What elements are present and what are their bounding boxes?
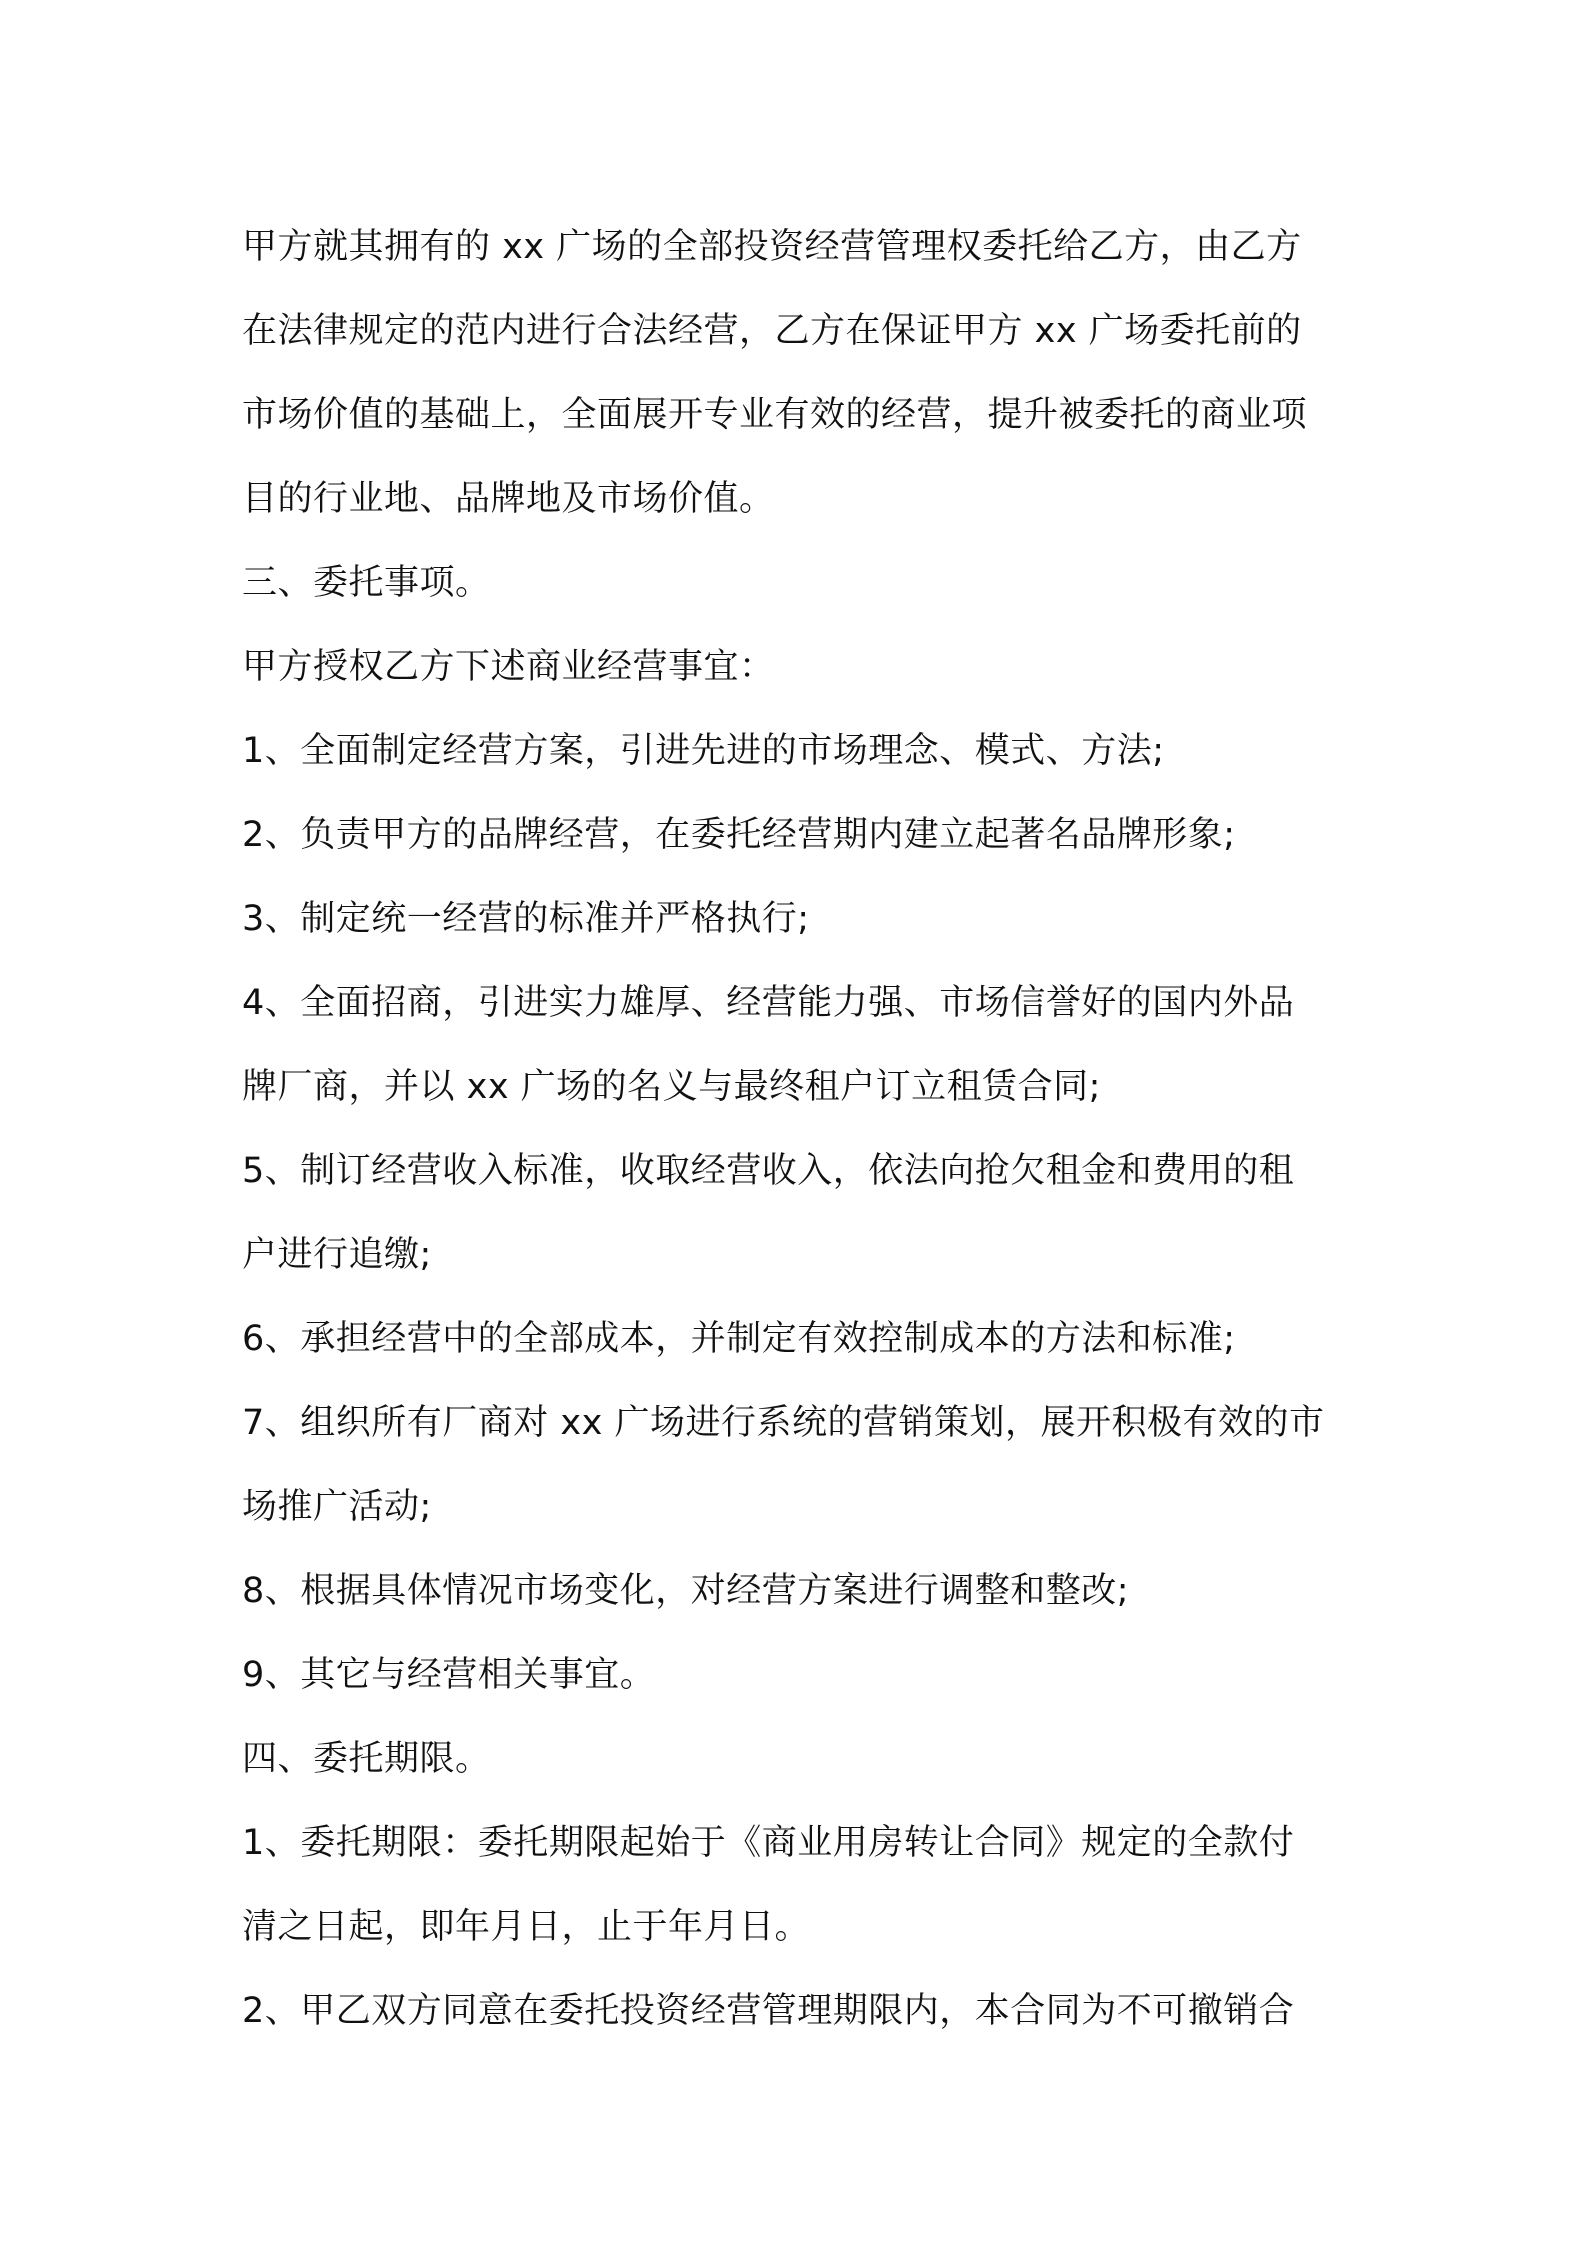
list-item: 5、制订经营收入标准，收取经营收入，依法向抢欠租金和费用的租: [242, 1151, 1295, 1191]
list-item: 2、负责甲方的品牌经营，在委托经营期内建立起著名品牌形象;: [242, 815, 1236, 855]
list-item-continuation: 场推广活动;: [242, 1487, 432, 1527]
list-item: 6、承担经营中的全部成本，并制定有效控制成本的方法和标准;: [242, 1319, 1236, 1359]
list-item-continuation: 清之日起，即年月日，止于年月日。: [242, 1907, 811, 1947]
section-heading: 四、委托期限。: [242, 1739, 491, 1779]
list-item-continuation: 牌厂商，并以 xx 广场的名义与最终租户订立租赁合同;: [242, 1067, 1101, 1107]
text-line: 甲方授权乙方下述商业经营事宜：: [242, 647, 775, 687]
text-line: 在法律规定的范内进行合法经营，乙方在保证甲方 xx 广场委托前的: [242, 311, 1302, 351]
list-item: 1、全面制定经营方案，引进先进的市场理念、模式、方法;: [242, 731, 1165, 771]
text-line: 目的行业地、品牌地及市场价值。: [242, 479, 775, 519]
list-item: 4、全面招商，引进实力雄厚、经营能力强、市场信誉好的国内外品: [242, 983, 1295, 1023]
list-item: 9、其它与经营相关事宜。: [242, 1655, 656, 1695]
list-item: 7、组织所有厂商对 xx 广场进行系统的营销策划，展开积极有效的市: [242, 1403, 1325, 1443]
text-line: 市场价值的基础上，全面展开专业有效的经营，提升被委托的商业项: [242, 395, 1308, 435]
list-item: 1、委托期限：委托期限起始于《商业用房转让合同》规定的全款付: [242, 1823, 1295, 1863]
list-item-continuation: 户进行追缴;: [242, 1235, 432, 1275]
document-body: [242, 205, 1352, 2053]
list-item: 2、甲乙双方同意在委托投资经营管理期限内，本合同为不可撤销合: [242, 1991, 1295, 2031]
section-heading: 三、委托事项。: [242, 563, 491, 603]
text-line: 甲方就其拥有的 xx 广场的全部投资经营管理权委托给乙方，由乙方: [242, 227, 1302, 267]
list-item: 3、制定统一经营的标准并严格执行;: [242, 899, 810, 939]
list-item: 8、根据具体情况市场变化，对经营方案进行调整和整改;: [242, 1571, 1130, 1611]
